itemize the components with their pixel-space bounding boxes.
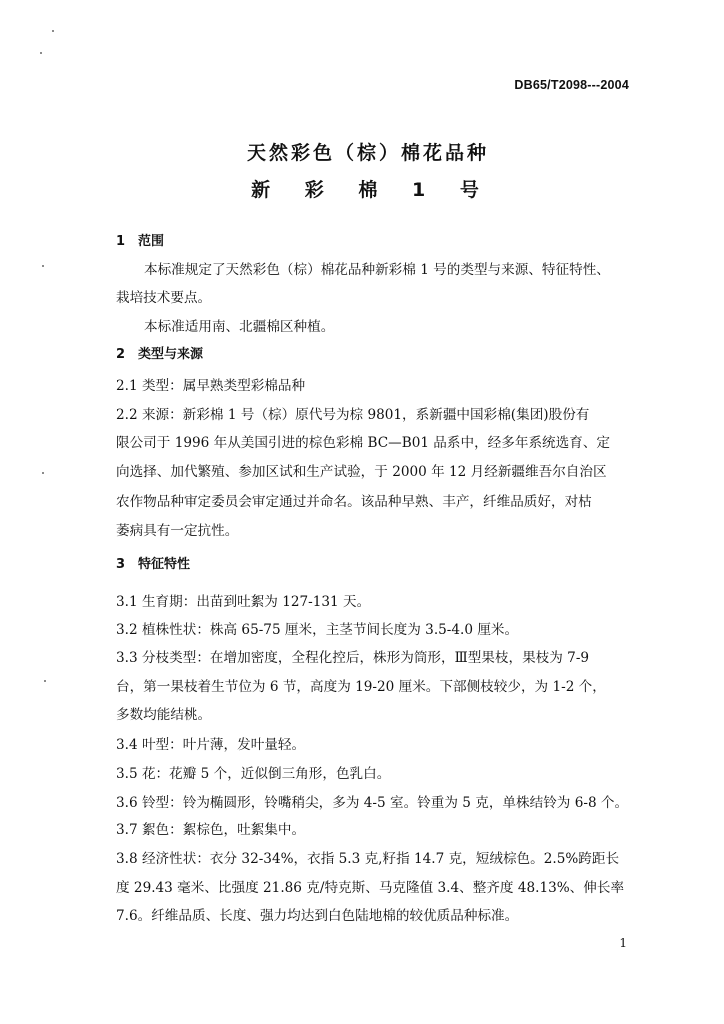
paragraph-line: 多数均能结桃。 [116,707,212,723]
paragraph-line: 栽培技术要点。 [116,290,212,306]
paragraph-line: 3.5 花：花瓣 5 个，近似倒三角形，色乳白。 [116,766,391,782]
paragraph-line: 度 29.43 毫米、比强度 21.86 克/特克斯、马克隆值 3.4、整齐度 48.13%、伸长率 [116,880,625,896]
scan-speck [40,52,42,54]
section-title: 类型与来源 [138,347,204,362]
paragraph-line: 本标准规定了天然彩色（棕）棉花品种新彩棉 1 号的类型与来源、特征特性、 [144,262,610,278]
paragraph-line: 2.2 来源：新彩棉 1 号（棕）原代号为棕 9801，系新疆中国彩棉(集团)股份有 [116,407,590,423]
paragraph-line: 萎病具有一定抗性。 [116,523,239,539]
section-heading [116,346,203,364]
paragraph-line: 限公司于 1996 年从美国引进的棕色彩棉 BC—B01 品系中，经多年系统选育、定 [116,435,611,451]
paragraph-line: 3.2 植株性状：株高 65-75 厘米，主茎节间长度为 3.5-4.0 厘米。 [116,622,519,638]
paragraph-line: 3.1 生育期：出苗到吐絮为 127-131 天。 [116,594,371,610]
paragraph-line: 7.6。纤维品质、长度、强力均达到白色陆地棉的较优质品种标准。 [116,908,519,924]
paragraph-line: 3.8 经济性状：衣分 32-34%，衣指 5.3 克,籽指 14.7 克，短绒棕色。2.5%跨距长 [116,851,620,867]
paragraph-line: 3.6 铃型：铃为椭圆形，铃嘴稍尖，多为 4-5 室。铃重为 5 克，单株结铃为 6-8 个。 [116,795,629,811]
section-number: 1 [116,234,126,249]
scan-speck [44,680,46,682]
section-title: 范围 [138,234,165,249]
section-number: 3 [116,557,126,572]
paragraph-line: 向选择、加代繁殖、参加区试和生产试验，于 2000 年 12 月经新疆维吾尔自治区 [116,464,607,480]
section-heading [116,233,164,251]
section-title: 特征特性 [138,557,191,572]
document-title: 天然彩色（棕）棉花品种 [246,142,489,164]
paragraph-line: 台，第一果枝着生节位为 6 节，高度为 19-20 厘米。下部侧枝较少，为 1-2 个， [116,679,606,695]
paragraph-line: 农作物品种审定委员会审定通过并命名。该品种早熟、丰产，纤维品质好，对枯 [116,494,592,510]
paragraph-line: 3.7 絮色：絮棕色，吐絮集中。 [116,822,306,838]
scan-speck [42,265,44,267]
paragraph-line: 3.4 叶型：叶片薄，发叶量轻。 [116,737,306,753]
page-number: 1 [619,936,627,950]
scan-speck [52,30,54,32]
paragraph-line: 3.3 分枝类型：在增加密度，全程化控后，株形为筒形，Ⅲ型果枝，果枝为 7-9 [116,650,590,666]
scan-speck [42,472,44,474]
paragraph-line: 本标准适用南、北疆棉区种植。 [144,319,335,335]
document-subtitle: 新 彩 棉 1 号 [251,179,493,201]
section-heading [116,556,190,574]
document-number: DB65/T2098---2004 [514,78,629,92]
section-number: 2 [116,347,126,362]
paragraph-line: 2.1 类型：属早熟类型彩棉品种 [116,378,306,394]
